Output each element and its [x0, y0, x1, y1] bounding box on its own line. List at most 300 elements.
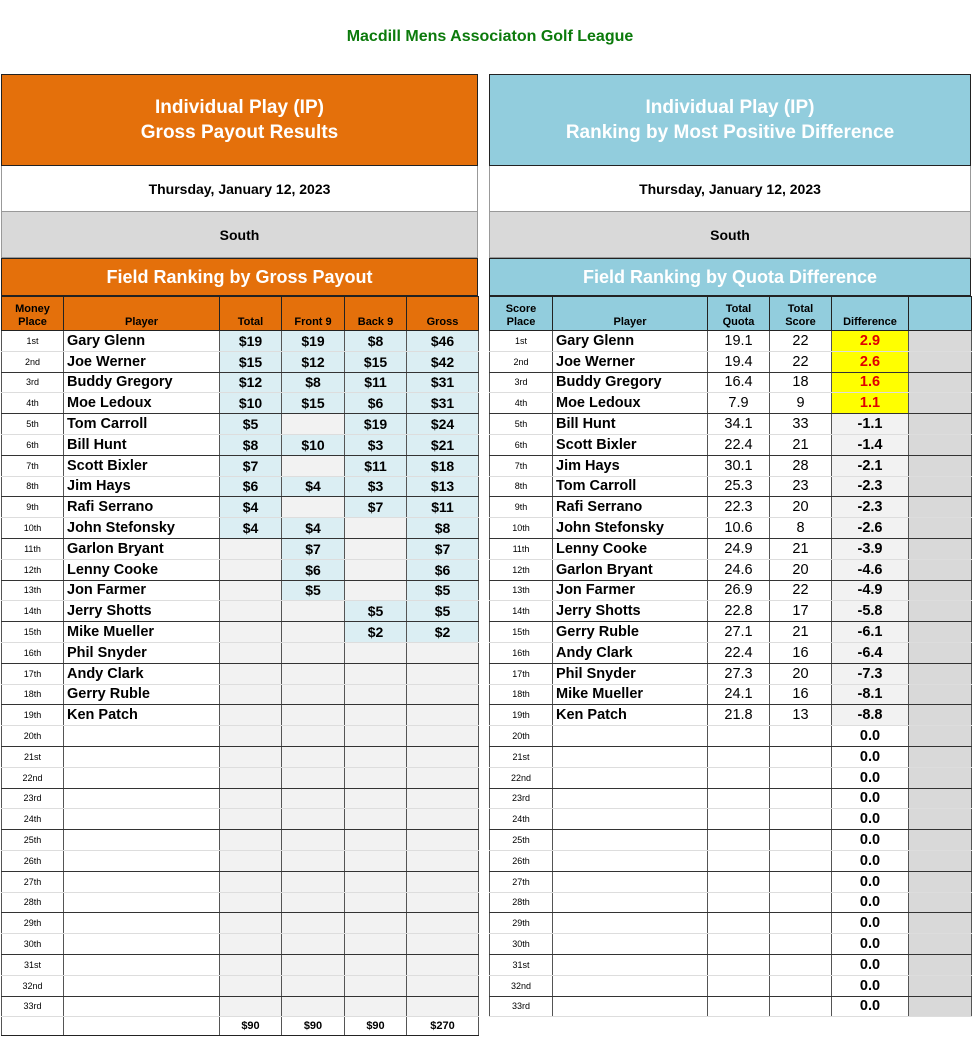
total-payout — [220, 809, 282, 830]
quota-difference: 0.0 — [832, 975, 909, 996]
front-payout: $4 — [282, 518, 345, 539]
score-place: 28th — [490, 892, 553, 913]
back-payout: $15 — [345, 351, 407, 372]
total-quota — [708, 934, 770, 955]
quota-difference: 0.0 — [832, 726, 909, 747]
total-score: 16 — [770, 684, 832, 705]
gross-payout — [407, 850, 479, 871]
player-name — [64, 726, 220, 747]
money-place: 23rd — [2, 788, 64, 809]
gross-payout — [407, 975, 479, 996]
region-label: South — [1, 212, 478, 258]
score-place: 17th — [490, 663, 553, 684]
total-payout: $19 — [220, 331, 282, 352]
blank-cell — [909, 497, 972, 518]
back-payout: $2 — [345, 622, 407, 643]
back-payout — [345, 954, 407, 975]
col-player: Player — [553, 297, 708, 331]
player-name — [553, 871, 708, 892]
total-payout — [220, 996, 282, 1017]
score-place: 23rd — [490, 788, 553, 809]
total-payout — [220, 830, 282, 851]
total-score — [770, 830, 832, 851]
back-payout — [345, 913, 407, 934]
total-quota: 19.1 — [708, 331, 770, 352]
gross-payout: $6 — [407, 559, 479, 580]
player-name — [553, 934, 708, 955]
total-quota: 21.8 — [708, 705, 770, 726]
gross-payout — [407, 996, 479, 1017]
front-payout: $5 — [282, 580, 345, 601]
blank-cell — [909, 663, 972, 684]
gross-payout — [407, 871, 479, 892]
back-payout — [345, 809, 407, 830]
player-name — [553, 809, 708, 830]
total-quota: 24.9 — [708, 538, 770, 559]
total-payout: $4 — [220, 497, 282, 518]
table-row — [2, 622, 479, 643]
player-name: Moe Ledoux — [64, 393, 220, 414]
player-name: Rafi Serrano — [553, 497, 708, 518]
money-place: 26th — [2, 850, 64, 871]
table-row — [2, 871, 479, 892]
total-payout — [220, 580, 282, 601]
player-name — [64, 996, 220, 1017]
player-name: Gary Glenn — [64, 331, 220, 352]
quota-difference: -8.1 — [832, 684, 909, 705]
table-row — [2, 913, 479, 934]
score-place: 20th — [490, 726, 553, 747]
quota-difference: -4.6 — [832, 559, 909, 580]
score-place: 26th — [490, 850, 553, 871]
front-payout — [282, 455, 345, 476]
player-name: Jerry Shotts — [64, 601, 220, 622]
front-payout — [282, 746, 345, 767]
blank-cell — [909, 996, 972, 1017]
blank-cell — [909, 414, 972, 435]
table-row — [490, 601, 972, 622]
total-quota — [708, 954, 770, 975]
total-payout: $6 — [220, 476, 282, 497]
table-row — [490, 559, 972, 580]
quota-difference: 0.0 — [832, 809, 909, 830]
back-payout — [345, 663, 407, 684]
player-name — [64, 809, 220, 830]
blank-cell — [909, 726, 972, 747]
back-payout — [345, 705, 407, 726]
total-payout — [220, 913, 282, 934]
total-quota — [708, 892, 770, 913]
total-payout — [220, 684, 282, 705]
total-quota: 27.1 — [708, 622, 770, 643]
quota-difference: 1.1 — [832, 393, 909, 414]
player-name: Garlon Bryant — [553, 559, 708, 580]
table-row — [490, 663, 972, 684]
blank-cell — [909, 871, 972, 892]
table-row — [2, 705, 479, 726]
col-difference: Difference — [832, 297, 909, 331]
table-row — [490, 455, 972, 476]
total-quota — [708, 850, 770, 871]
total-payout: $5 — [220, 414, 282, 435]
player-name — [64, 767, 220, 788]
total-score: 21 — [770, 538, 832, 559]
total-score: 18 — [770, 372, 832, 393]
total-score: 20 — [770, 497, 832, 518]
table-row — [2, 684, 479, 705]
gross-payout: $24 — [407, 414, 479, 435]
col-money-place: Money Place — [2, 297, 64, 331]
blank-cell — [909, 580, 972, 601]
player-name — [553, 788, 708, 809]
total-payout — [220, 746, 282, 767]
table-header-row — [2, 297, 479, 331]
table-row — [2, 767, 479, 788]
table-row — [490, 975, 972, 996]
gross-payout — [407, 663, 479, 684]
front-payout — [282, 934, 345, 955]
player-name — [64, 830, 220, 851]
money-place: 33rd — [2, 996, 64, 1017]
gross-payout — [407, 746, 479, 767]
player-name: Andy Clark — [553, 642, 708, 663]
quota-difference: -1.4 — [832, 434, 909, 455]
gross-payout: $8 — [407, 518, 479, 539]
player-name: Lenny Cooke — [64, 559, 220, 580]
back-payout: $3 — [345, 434, 407, 455]
header-line-2: Ranking by Most Positive Difference — [565, 122, 895, 143]
back-payout — [345, 788, 407, 809]
table-row — [490, 642, 972, 663]
gross-payout — [407, 954, 479, 975]
player-name — [553, 767, 708, 788]
quota-difference: -3.9 — [832, 538, 909, 559]
player-name: Mike Mueller — [64, 622, 220, 643]
table-row — [490, 934, 972, 955]
money-place: 14th — [2, 601, 64, 622]
gross-payout: $13 — [407, 476, 479, 497]
score-place: 33rd — [490, 996, 553, 1017]
header-line-1: Individual Play (IP) — [645, 97, 815, 118]
front-payout — [282, 788, 345, 809]
player-name: John Stefonsky — [64, 518, 220, 539]
money-place: 15th — [2, 622, 64, 643]
col-gross: Gross — [407, 297, 479, 331]
blank-cell — [909, 622, 972, 643]
total-score: 8 — [770, 518, 832, 539]
blank-cell — [909, 642, 972, 663]
player-name: Mike Mueller — [553, 684, 708, 705]
player-name: Gerry Ruble — [64, 684, 220, 705]
score-place: 11th — [490, 538, 553, 559]
table-row — [2, 331, 479, 352]
money-place: 30th — [2, 934, 64, 955]
total-quota — [708, 871, 770, 892]
total-score — [770, 934, 832, 955]
front-payout: $6 — [282, 559, 345, 580]
table-row — [490, 393, 972, 414]
total-payout — [220, 850, 282, 871]
gross-payout — [407, 830, 479, 851]
player-name: Joe Werner — [64, 351, 220, 372]
quota-difference: 0.0 — [832, 913, 909, 934]
table-row — [490, 414, 972, 435]
totals-blank — [2, 1017, 64, 1036]
total-score: 21 — [770, 434, 832, 455]
blank-cell — [909, 372, 972, 393]
table-row — [2, 954, 479, 975]
back-payout — [345, 538, 407, 559]
table-row — [2, 580, 479, 601]
player-name: Scott Bixler — [553, 434, 708, 455]
table-row — [2, 414, 479, 435]
money-place: 25th — [2, 830, 64, 851]
money-place: 6th — [2, 434, 64, 455]
quota-difference-header — [489, 74, 971, 166]
col-front-9: Front 9 — [282, 297, 345, 331]
player-name: John Stefonsky — [553, 518, 708, 539]
table-row — [2, 518, 479, 539]
front-payout — [282, 996, 345, 1017]
back-payout: $5 — [345, 601, 407, 622]
gross-payout — [407, 913, 479, 934]
gross-payout: $42 — [407, 351, 479, 372]
front-payout: $8 — [282, 372, 345, 393]
player-name — [64, 975, 220, 996]
total-quota: 24.1 — [708, 684, 770, 705]
table-row — [490, 871, 972, 892]
total-quota: 34.1 — [708, 414, 770, 435]
money-place: 16th — [2, 642, 64, 663]
total-score: 17 — [770, 601, 832, 622]
quota-difference: -6.4 — [832, 642, 909, 663]
blank-cell — [909, 913, 972, 934]
back-payout: $11 — [345, 372, 407, 393]
front-payout — [282, 975, 345, 996]
total-payout — [220, 954, 282, 975]
total-quota: 22.4 — [708, 642, 770, 663]
money-place: 20th — [2, 726, 64, 747]
table-row — [490, 497, 972, 518]
front-payout — [282, 642, 345, 663]
total-payout — [220, 622, 282, 643]
blank-cell — [909, 538, 972, 559]
quota-difference: 0.0 — [832, 788, 909, 809]
quota-difference: -4.9 — [832, 580, 909, 601]
player-name — [64, 788, 220, 809]
total-payout — [220, 975, 282, 996]
player-name — [553, 892, 708, 913]
total-payout — [220, 663, 282, 684]
quota-difference: 2.9 — [832, 331, 909, 352]
table-row — [490, 913, 972, 934]
blank-cell — [909, 954, 972, 975]
table-row — [490, 331, 972, 352]
score-place: 1st — [490, 331, 553, 352]
table-row — [490, 351, 972, 372]
money-place: 17th — [2, 663, 64, 684]
table-row — [2, 601, 479, 622]
col-player: Player — [64, 297, 220, 331]
total-quota: 19.4 — [708, 351, 770, 372]
gross-payout — [407, 934, 479, 955]
total-score — [770, 809, 832, 830]
total-quota: 7.9 — [708, 393, 770, 414]
gross-payout: $2 — [407, 622, 479, 643]
table-row — [2, 642, 479, 663]
player-name: Jon Farmer — [553, 580, 708, 601]
gross-payout: $5 — [407, 580, 479, 601]
gross-payout: $7 — [407, 538, 479, 559]
table-row — [2, 663, 479, 684]
player-name: Buddy Gregory — [64, 372, 220, 393]
front-payout: $4 — [282, 476, 345, 497]
player-name: Jon Farmer — [64, 580, 220, 601]
player-name — [64, 954, 220, 975]
player-name: Scott Bixler — [64, 455, 220, 476]
back-payout — [345, 684, 407, 705]
total-score — [770, 954, 832, 975]
total-score: 22 — [770, 331, 832, 352]
blank-cell — [909, 830, 972, 851]
front-payout — [282, 913, 345, 934]
quota-difference-panel — [489, 74, 971, 1017]
money-place: 2nd — [2, 351, 64, 372]
money-place: 8th — [2, 476, 64, 497]
front-payout — [282, 705, 345, 726]
money-place: 4th — [2, 393, 64, 414]
total-payout — [220, 538, 282, 559]
blank-cell — [909, 393, 972, 414]
total-score: 13 — [770, 705, 832, 726]
money-place: 21st — [2, 746, 64, 767]
totals-blank — [64, 1017, 220, 1036]
col-score-place: Score Place — [490, 297, 553, 331]
quota-difference: 0.0 — [832, 830, 909, 851]
gross-payout: $21 — [407, 434, 479, 455]
table-row — [2, 393, 479, 414]
table-row — [490, 726, 972, 747]
total-quota: 22.3 — [708, 497, 770, 518]
gross-payout — [407, 684, 479, 705]
player-name — [553, 726, 708, 747]
table-row — [490, 850, 972, 871]
total-payout — [220, 934, 282, 955]
total-sum: $90 — [220, 1017, 282, 1036]
total-payout — [220, 767, 282, 788]
blank-cell — [909, 934, 972, 955]
total-payout — [220, 788, 282, 809]
total-payout: $7 — [220, 455, 282, 476]
score-place: 19th — [490, 705, 553, 726]
table-row — [490, 996, 972, 1017]
total-score — [770, 996, 832, 1017]
back-payout — [345, 871, 407, 892]
back-payout — [345, 518, 407, 539]
player-name: Jim Hays — [553, 455, 708, 476]
total-score: 9 — [770, 393, 832, 414]
money-place: 27th — [2, 871, 64, 892]
table-row — [490, 767, 972, 788]
player-name: Buddy Gregory — [553, 372, 708, 393]
money-place: 12th — [2, 559, 64, 580]
blank-cell — [909, 455, 972, 476]
blank-cell — [909, 518, 972, 539]
score-place: 14th — [490, 601, 553, 622]
gross-payout-header — [1, 74, 478, 166]
total-quota: 10.6 — [708, 518, 770, 539]
score-place: 10th — [490, 518, 553, 539]
quota-difference: -2.1 — [832, 455, 909, 476]
front-payout — [282, 767, 345, 788]
back-payout — [345, 850, 407, 871]
back-payout — [345, 830, 407, 851]
total-payout — [220, 642, 282, 663]
gross-payout — [407, 705, 479, 726]
quota-difference: 0.0 — [832, 996, 909, 1017]
score-place: 15th — [490, 622, 553, 643]
quota-difference: 0.0 — [832, 850, 909, 871]
quota-difference: 0.0 — [832, 746, 909, 767]
score-place: 29th — [490, 913, 553, 934]
player-name: Jim Hays — [64, 476, 220, 497]
gross-payout: $31 — [407, 372, 479, 393]
front-payout: $7 — [282, 538, 345, 559]
table-row — [490, 809, 972, 830]
total-quota: 22.8 — [708, 601, 770, 622]
table-row — [490, 538, 972, 559]
quota-difference: -2.3 — [832, 476, 909, 497]
table-row — [490, 830, 972, 851]
score-place: 16th — [490, 642, 553, 663]
score-place: 2nd — [490, 351, 553, 372]
blank-cell — [909, 788, 972, 809]
total-payout — [220, 559, 282, 580]
table-row — [2, 746, 479, 767]
table-row — [490, 622, 972, 643]
quota-difference: -2.6 — [832, 518, 909, 539]
money-place: 22nd — [2, 767, 64, 788]
score-place: 9th — [490, 497, 553, 518]
player-name: Tom Carroll — [64, 414, 220, 435]
total-quota: 24.6 — [708, 559, 770, 580]
table-row — [490, 580, 972, 601]
total-quota: 25.3 — [708, 476, 770, 497]
front-payout: $15 — [282, 393, 345, 414]
field-ranking-quota-title: Field Ranking by Quota Difference — [489, 258, 971, 296]
gross-payout — [407, 726, 479, 747]
table-row — [2, 809, 479, 830]
player-name: Jerry Shotts — [553, 601, 708, 622]
table-row — [490, 684, 972, 705]
blank-cell — [909, 746, 972, 767]
table-row — [2, 934, 479, 955]
table-row — [2, 996, 479, 1017]
money-place: 18th — [2, 684, 64, 705]
total-score — [770, 975, 832, 996]
blank-cell — [909, 850, 972, 871]
front-payout — [282, 892, 345, 913]
front-payout — [282, 497, 345, 518]
total-payout: $12 — [220, 372, 282, 393]
player-name — [64, 871, 220, 892]
back-payout — [345, 559, 407, 580]
table-row — [490, 476, 972, 497]
total-score: 20 — [770, 663, 832, 684]
player-name: Gerry Ruble — [553, 622, 708, 643]
player-name: Tom Carroll — [553, 476, 708, 497]
money-place: 9th — [2, 497, 64, 518]
